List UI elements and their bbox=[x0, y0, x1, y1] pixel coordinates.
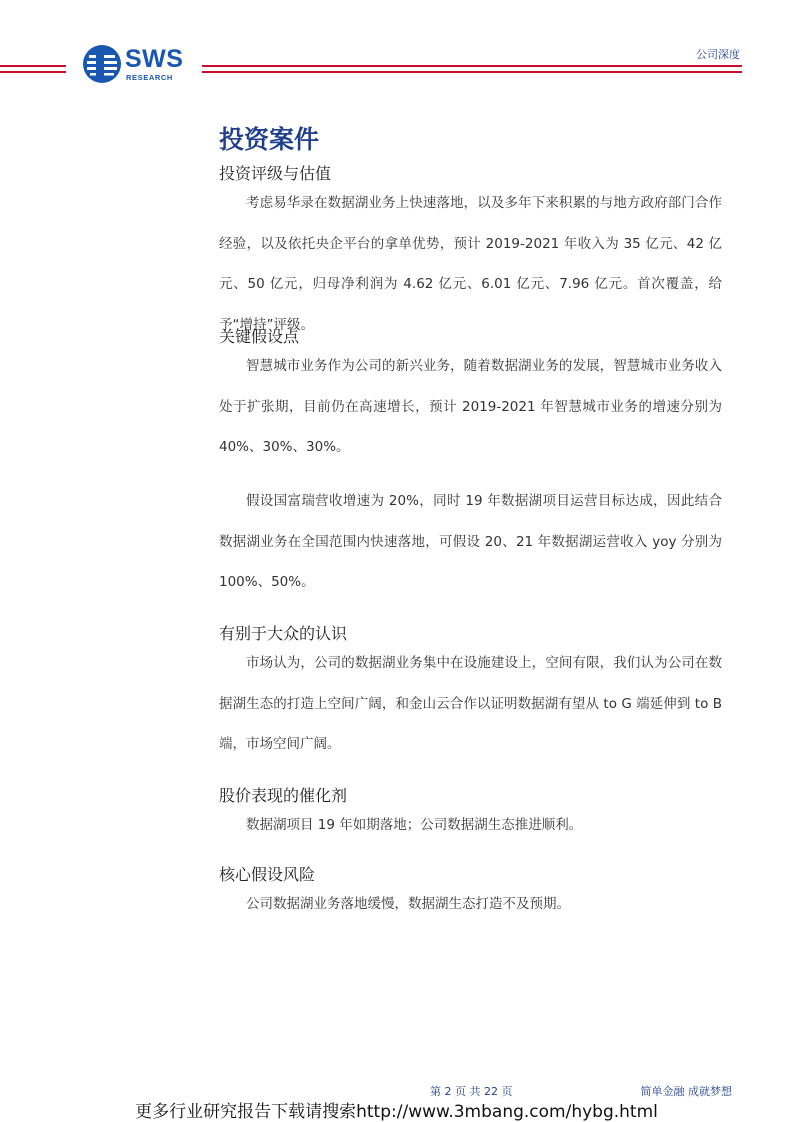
paragraph-catalysts: 数据湖项目 19 年如期落地；公司数据湖生态推进顺利。 bbox=[246, 817, 583, 833]
section-heading-valuation: 投资评级与估值 bbox=[219, 164, 332, 183]
footer-download-link[interactable]: 更多行业研究报告下载请搜索http://www.3mbang.com/hybg.html bbox=[135, 1102, 658, 1122]
paragraph-differentiated-view: 市场认为，公司的数据湖业务集中在设施建设上，空间有限，我们认为公司在数据湖生态的打造上空间广阔，和金山云合作以证明数据湖有望从 to G 端延伸到 to B 端，市场空间广阔。 bbox=[219, 655, 722, 752]
header-rule-right-top bbox=[202, 65, 742, 67]
header-rule-left-bottom bbox=[0, 71, 66, 73]
header-rule-right-bottom bbox=[202, 71, 742, 73]
report-type-label: 公司深度 bbox=[696, 48, 740, 61]
section-heading-risks: 核心假设风险 bbox=[219, 865, 316, 884]
paragraph-assumptions-2: 假设国富瑞营收增速为 20%，同时 19 年数据湖项目运营目标达成，因此结合数据湖业务在全国范围内快速落地，可假设 20、21 年数据湖运营收入 yoy 分别为 100%、50%。 bbox=[219, 493, 722, 590]
logo-subtext: RESEARCH bbox=[126, 73, 173, 82]
page-title: 投资案件 bbox=[219, 125, 320, 154]
header-rule-left-top bbox=[0, 65, 66, 67]
sws-logo-icon bbox=[82, 44, 122, 84]
page-number: 第 2 页 共 22 页 bbox=[430, 1085, 513, 1098]
paragraph-valuation: 考虑易华录在数据湖业务上快速落地，以及多年下来积累的与地方政府部门合作经验，以及依托央企平台的拿单优势，预计 2019-2021 年收入为 35 亿元、42 亿元、50 亿元，归母净利润为 4.62 亿元、6.01 亿元、7.96 亿元。首次覆盖，给予“增持”评级。 bbox=[219, 195, 722, 333]
section-heading-assumptions: 关键假设点 bbox=[219, 327, 300, 346]
section-heading-catalysts: 股价表现的催化剂 bbox=[219, 786, 348, 805]
footer-slogan: 简单金融 成就梦想 bbox=[640, 1085, 732, 1098]
logo-text: SWS bbox=[125, 45, 184, 73]
section-heading-differentiated-view: 有别于大众的认识 bbox=[219, 624, 348, 643]
paragraph-assumptions-1: 智慧城市业务作为公司的新兴业务，随着数据湖业务的发展，智慧城市业务收入处于扩张期，目前仍在高速增长，预计 2019-2021 年智慧城市业务的增速分别为 40%、30%、30%。 bbox=[219, 358, 722, 455]
paragraph-risks: 公司数据湖业务落地缓慢，数据湖生态打造不及预期。 bbox=[246, 896, 570, 912]
